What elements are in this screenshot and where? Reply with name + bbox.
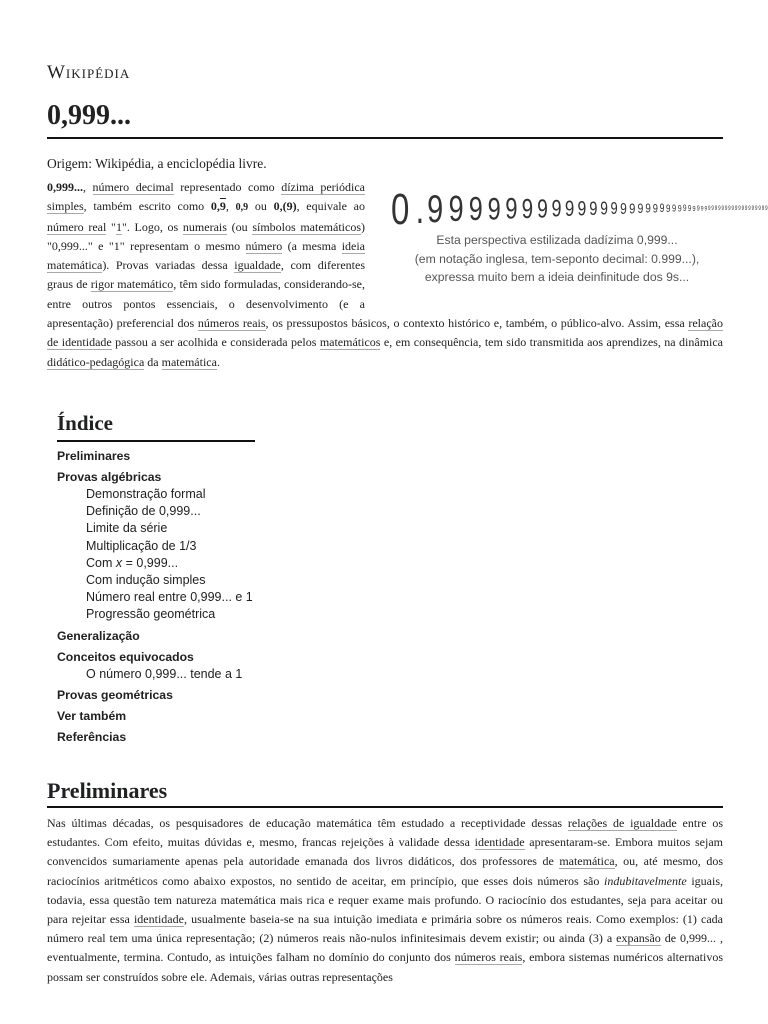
image-digit: 9 (637, 200, 644, 217)
thumbnail-figure (381, 178, 768, 306)
link-didatico-pedagogica[interactable]: didático-pedagógica (47, 354, 145, 369)
notation-2-int: 0, (235, 202, 244, 214)
origin-note: Origem: Wikipédia, a enciclopédia livre. (47, 156, 267, 171)
toc-item-com-x[interactable] (57, 555, 377, 572)
toc-text: = 0,999... (122, 555, 179, 570)
image-digit: 9 (427, 187, 444, 231)
text: apresentaram-se. Embora muitos sejam convencidos sumariamente apenas pela autoridade emanada dos livros didáticos, dos professores de (47, 835, 723, 869)
image-digit: 9 (741, 205, 745, 213)
notation-2 (236, 202, 249, 213)
toc-list (57, 448, 377, 746)
image-digit: 9 (629, 199, 636, 217)
image-digit: 9 (468, 190, 483, 229)
link-simbolos-matematicos[interactable]: símbolos matemáticos (252, 219, 361, 234)
link-ideia-matematica[interactable]: ideia matemática (47, 238, 366, 273)
text: e, em consequência, tem sido transmitida aos aprendizes, na dinâmica (380, 335, 724, 350)
link-matematica[interactable]: matemática (161, 354, 217, 369)
link-dizima-periodica[interactable]: dízima periódica simples (47, 180, 365, 214)
image-digit: 9 (731, 205, 735, 213)
toc-item-conceitos-equivocados (57, 649, 377, 683)
image-digit: 9 (748, 205, 751, 213)
image-digit: 9 (551, 196, 562, 223)
toc-item-generalizacao[interactable]: Generalização (57, 628, 140, 643)
link-igualdade[interactable]: igualdade (234, 258, 281, 273)
image-digit: 9 (521, 194, 534, 225)
toc-title: Índice (57, 408, 255, 442)
notation-1-repeat: 9 (219, 199, 226, 214)
text: ) "0,999..." e "1" representam o mesmo (47, 219, 365, 253)
caption-line-2: (em notação inglesa, tem-seponto decimal: 0.999...), (414, 251, 700, 266)
toc-item-limite-serie[interactable]: Limite da série (86, 521, 168, 536)
image-digit: 9 (666, 202, 671, 216)
toc-item-provas-algebricas-link[interactable]: Provas algébricas (57, 470, 162, 484)
toc-item-provas-geometricas[interactable]: Provas geométricas (57, 687, 173, 702)
link-numero[interactable]: número (245, 238, 283, 253)
image-digit: 9 (696, 204, 700, 213)
image-digit: 0 (391, 185, 410, 234)
section-paragraph (47, 814, 723, 987)
image-digit: 9 (610, 199, 618, 219)
image-digit: 9 (724, 205, 728, 213)
figure-caption (381, 231, 733, 287)
image-digit: 9 (577, 196, 587, 221)
link-1[interactable]: 1 (115, 219, 122, 234)
image-digit: 9 (708, 205, 711, 213)
stylized-decimal-image (391, 182, 768, 234)
text: de 0,999... , eventualmente, termina. Contudo, as intuições falham no domínio do conjunto dos (47, 931, 724, 965)
text: passou a ser acolhida e considerada pelos (111, 335, 320, 350)
link-matematica[interactable]: matemática (559, 854, 615, 869)
image-digit: 9 (721, 205, 724, 213)
toc-item-multiplicacao[interactable]: Multiplicação de 1/3 (86, 538, 197, 553)
image-digit: 9 (758, 205, 761, 213)
image-digit: 9 (761, 205, 765, 213)
link-matematicos[interactable]: matemáticos (319, 335, 381, 350)
text: , usualmente baseia-se na sua intuição imediata e primária sobre os números reais. Como exemplos: (1) cada número real tem uma única representação; (2) números reais não-nulos infinitesimais devem existir; ou ainda (3) a (47, 912, 723, 946)
image-digit: 9 (682, 203, 687, 214)
link-numerais[interactable]: numerais (182, 219, 227, 234)
emphasis: indubitavelmente (604, 873, 687, 888)
link-rigor-matematico[interactable]: rigor matemático (90, 277, 174, 292)
toc-sublist (57, 666, 377, 683)
link-numeros-reais-2[interactable]: números reais (454, 950, 523, 965)
text: entre os estudantes. Com efeito, muitas dúvidas e, mesmo, francas rejeições à validade dessa (47, 816, 723, 850)
text: , (83, 180, 93, 194)
image-digit: 9 (589, 196, 598, 220)
caption-line-1: Esta perspectiva estilizada dadízima 0,999... (436, 233, 678, 247)
toc-item-inducao[interactable]: Com indução simples (86, 573, 206, 588)
toc-item-tende-a-1[interactable]: O número 0,999... tende a 1 (86, 666, 243, 681)
toc-item-conceitos-link[interactable]: Conceitos equivocados (57, 649, 194, 664)
text: , (225, 199, 236, 214)
image-digit: 9 (751, 205, 755, 213)
link-identidade[interactable]: identidade (474, 835, 525, 850)
image-digit: 9 (687, 203, 692, 214)
toc-item-definicao[interactable]: Definição de 0,999... (86, 504, 201, 519)
text: da (144, 354, 162, 369)
toc-sublist (57, 486, 377, 624)
image-digit: 9 (487, 191, 501, 227)
receding-digits (391, 185, 768, 234)
text: Nas últimas décadas, os pesquisadores de educação matemática têm estudado a receptividade dessas (47, 816, 568, 830)
page-title: 0,999... (47, 96, 723, 139)
text: , equivale ao (296, 199, 366, 214)
wordmark-text: Wikipédia (47, 62, 131, 83)
image-digit: 9 (704, 205, 708, 213)
bold-term: 0,999... (47, 180, 83, 194)
image-digit: 9 (744, 205, 748, 213)
text: (a mesma (282, 238, 342, 253)
link-identidade-2[interactable]: identidade (133, 912, 184, 927)
notation-3: 0,(9) (273, 199, 297, 214)
link-numeros-reais[interactable]: números reais (197, 316, 266, 331)
text: , embora sistemas numéricos alternativos possam ser construídos sobre ele. Ademais, várias outras representações (47, 950, 723, 984)
image-digit: 9 (505, 191, 518, 226)
text: , os pressupostos básicos, o contexto histórico e, também, o público-alvo. Assim, essa (265, 316, 689, 331)
link-relacoes-de-igualdade[interactable]: relações de igualdade (567, 816, 677, 830)
text: , também escrito como (83, 199, 211, 214)
image-digit: 9 (728, 205, 731, 213)
image-digit: 9 (659, 203, 665, 216)
notation-1-int: 0, (210, 199, 220, 214)
image-digit: 9 (600, 198, 608, 220)
intro-paragraph (47, 178, 768, 372)
notation-2-repeat: 9 (243, 202, 249, 214)
image-digit: 9 (714, 205, 718, 213)
toc-item-preliminares[interactable]: Preliminares (57, 449, 131, 463)
wikipedia-wordmark[interactable] (47, 62, 130, 84)
image-digit: 9 (711, 205, 714, 213)
text: , com diferentes graus de (47, 258, 365, 292)
image-digit: 9 (765, 205, 768, 213)
text: ". Logo, os (121, 219, 183, 234)
image-digit: 9 (738, 205, 741, 213)
table-of-contents (57, 408, 377, 746)
text: ). Provas variadas dessa (102, 258, 235, 273)
image-digit: 9 (537, 193, 548, 223)
link-numero-decimal[interactable]: número decimal (92, 180, 174, 194)
notation-1 (211, 199, 226, 213)
image-digit: 9 (718, 205, 721, 213)
toc-item-referencias[interactable]: Referências (57, 729, 127, 744)
image-digit: 9 (620, 200, 627, 219)
text: " (106, 219, 116, 234)
image-digit: 9 (564, 196, 575, 222)
toc-item-numero-real-entre[interactable]: Número real entre 0,999... e 1 (86, 590, 253, 605)
toc-var-x: x (115, 555, 123, 570)
toc-item-ver-tambem[interactable]: Ver também (57, 708, 127, 723)
toc-item-demonstracao-formal[interactable]: Demonstração formal (86, 487, 206, 501)
link-numero-real[interactable]: número real (47, 219, 107, 234)
link-expansao[interactable]: expansão (616, 931, 661, 946)
image-digit: 9 (700, 205, 704, 213)
caption-line-3: expressa muito bem a ideia deinfinitude dos 9s... (424, 270, 690, 284)
image-digit: 9 (677, 202, 682, 214)
text: iguais, todavia, essa questão tem natureza matemática mais rica e requer exame mais profundo. O raciocínio dos estudantes, seja para aceitar ou para rejeitar essa (47, 873, 724, 927)
text: , têm sido formuladas, considerando-se, entre outros pontos essenciais, o desenvolvimento (e a apresentação) preferencial dos (47, 277, 366, 331)
image-digit: . (415, 185, 425, 232)
toc-item-provas-algebricas (57, 469, 377, 624)
text: representado como (173, 180, 282, 194)
text: . (216, 354, 220, 369)
image-digit: 9 (645, 202, 651, 217)
toc-item-progressao[interactable]: Progressão geométrica (86, 607, 216, 622)
text: , ou, até mesmo, dos raciocínios aritméticos como abaixo expostos, no sentido de aceitar, em princípio, que esses dois números são (47, 854, 723, 888)
link-relacao-de-identidade[interactable]: relação de identidade (47, 316, 723, 350)
text: (ou (226, 219, 253, 234)
toc-text: Com (86, 555, 116, 570)
image-digit: 9 (734, 205, 738, 213)
text: ou (248, 199, 274, 214)
image-digit: 9 (755, 205, 758, 213)
image-digit: 9 (692, 205, 696, 214)
image-digit: 9 (652, 202, 658, 216)
image-digit: 9 (672, 202, 677, 214)
image-digit: 9 (448, 188, 464, 229)
section-heading-preliminares: Preliminares (47, 776, 723, 808)
